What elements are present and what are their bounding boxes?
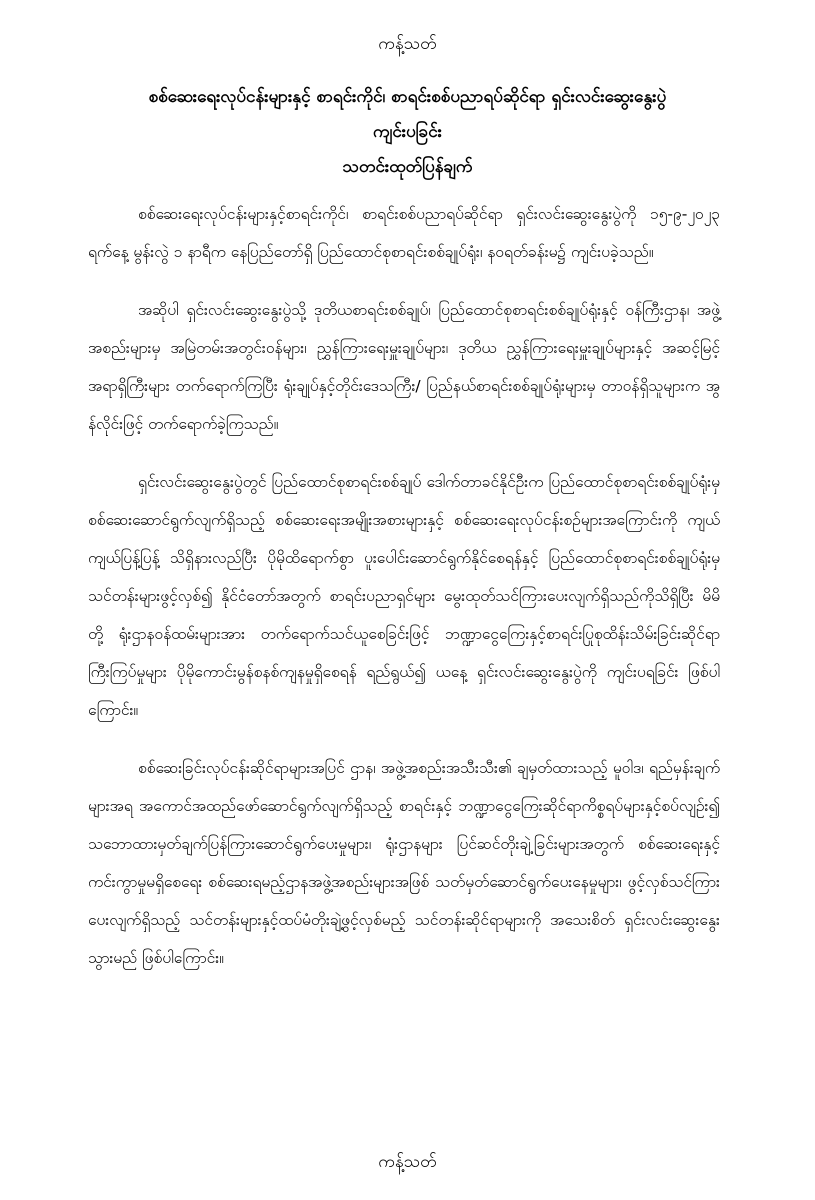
document-body [88, 195, 720, 997]
headline-line-1: စစ်ဆေးရေးလုပ်ငန်းများနှင့် စာရင်းကိုင်၊ စာရင်းစစ်ပညာရပ်ဆိုင်ရာ ရှင်းလင်းဆွေးနွေးပွဲ [148, 87, 667, 107]
paragraph-1: စစ်ဆေးရေးလုပ်ငန်းများနှင့်စာရင်းကိုင်၊ စာရင်းစစ်ပညာရပ်ဆိုင်ရာ ရှင်းလင်းဆွေးနွေးပွဲကို ၁၅-၉-၂၀၂၃ ရက်နေ့ မွန်းလွဲ ၁ နာရီက နေပြည်တော်ရှိ ပြည်ထောင်စုစာရင်းစစ်ချုပ်ရုံး၊ နဝရတ်ခန်းမ၌ ကျင်းပခဲ့သည်။ [88, 205, 720, 261]
classification-footer: ကန့်သတ် [378, 1152, 437, 1172]
paragraph-4: စစ်ဆေးခြင်းလုပ်ငန်းဆိုင်ရာများအပြင် ဌာန၊ အဖွဲ့အစည်းအသီးသီး၏ ချမှတ်ထားသည့် မူဝါဒ၊ ရည်မှန်းချက်များအရ အကောင်အထည်ဖော်ဆောင်ရွက်လျက်ရှိသည့် စာရင်းနှင့် ဘဏ္ဍာငွေကြေးဆိုင်ရာကိစ္စရပ်များနှင့်စပ်လျဉ်း၍ သဘောထားမှတ်ချက်ပြန်ကြားဆောင်ရွက်ပေးမှုများ၊ ရုံးဌာနများ ပြင်ဆင်တိုးချဲ့ခြင်းများအတွက် စစ်ဆေးရေးနှင့် ကင်းကွာမှုမရှိစေရေး စစ်ဆေးရမည့်ဌာနအဖွဲ့အစည်းများအဖြစ် သတ်မှတ်ဆောင်ရွက်ပေးနေမှုများ၊ ဖွင့်လှစ်သင်ကြားပေးလျက်ရှိသည့် သင်တန်းများနှင့်ထပ်မံတိုးချဲ့ဖွင့်လှစ်မည့် သင်တန်းဆိုင်ရာများကို အသေးစိတ် ရှင်းလင်းဆွေးနွေးသွားမည် ဖြစ်ပါကြောင်း။ [88, 759, 720, 967]
paragraph-2: အဆိုပါ ရှင်းလင်းဆွေးနွေးပွဲသို့ ဒုတိယစာရင်းစစ်ချုပ်၊ ပြည်ထောင်စုစာရင်းစစ်ချုပ်ရုံးနှင့် ဝန်ကြီးဌာန၊ အဖွဲ့အစည်းများမှ အမြဲတမ်းအတွင်းဝန်များ၊ ညွှန်ကြားရေးမှူးချုပ်များ၊ ဒုတိယ ညွှန်ကြားရေးမှူးချုပ်များနှင့် အဆင့်မြင့်အရာရှိကြီးများ တက်ရောက်ကြပြီး ရုံးချုပ်နှင့်တိုင်းဒေသကြီး/ ပြည်နယ်စာရင်းစစ်ချုပ်ရုံးများမှ တာဝန်ရှိသူများက အွန်လိုင်းဖြင့် တက်ရောက်ခဲ့ကြသည်။ [88, 301, 720, 433]
paragraph-3: ရှင်းလင်းဆွေးနွေးပွဲတွင် ပြည်ထောင်စုစာရင်းစစ်ချုပ် ဒေါက်တာခင်နိုင်ဦးက ပြည်ထောင်စုစာရင်းစစ်ချုပ်ရုံးမှ စစ်ဆေးဆောင်ရွက်လျက်ရှိသည့် စစ်ဆေးရေးအမျိုးအစားများနှင့် စစ်ဆေးရေးလုပ်ငန်းစဉ်များအကြောင်းကို ကျယ်ကျယ်ပြန့်ပြန့် သိရှိနားလည်ပြီး ပိုမိုထိရောက်စွာ ပူးပေါင်းဆောင်ရွက်နိုင်စေရန်နှင့် ပြည်ထောင်စုစာရင်းစစ်ချုပ်ရုံးမှ သင်တန်းများဖွင့်လှစ်၍ နိုင်ငံတော်အတွက် စာရင်းပညာရှင်များ မွေးထုတ်သင်ကြားပေးလျက်ရှိသည်ကိုသိရှိပြီး မိမိတို့ ရုံးဌာနဝန်ထမ်းများအား တက်ရောက်သင်ယူစေခြင်းဖြင့် ဘဏ္ဍာငွေကြေးနှင့်စာရင်းပြုစုထိန်းသိမ်းခြင်းဆိုင်ရာကြီးကြပ်မှုများ ပိုမိုကောင်းမွန်စနစ်ကျနမှုရှိစေရန် ရည်ရွယ်၍ ယနေ့ ရှင်းလင်းဆွေးနွေးပွဲကို ကျင်းပရခြင်း ဖြစ်ပါကြောင်း။ [88, 473, 720, 719]
headline-line-2: ကျင်းပခြင်း [373, 122, 442, 142]
document-headline [60, 80, 755, 185]
headline-line-3: သတင်းထုတ်ပြန်ချက် [342, 157, 473, 177]
classification-header: ကန့်သတ် [378, 34, 437, 54]
